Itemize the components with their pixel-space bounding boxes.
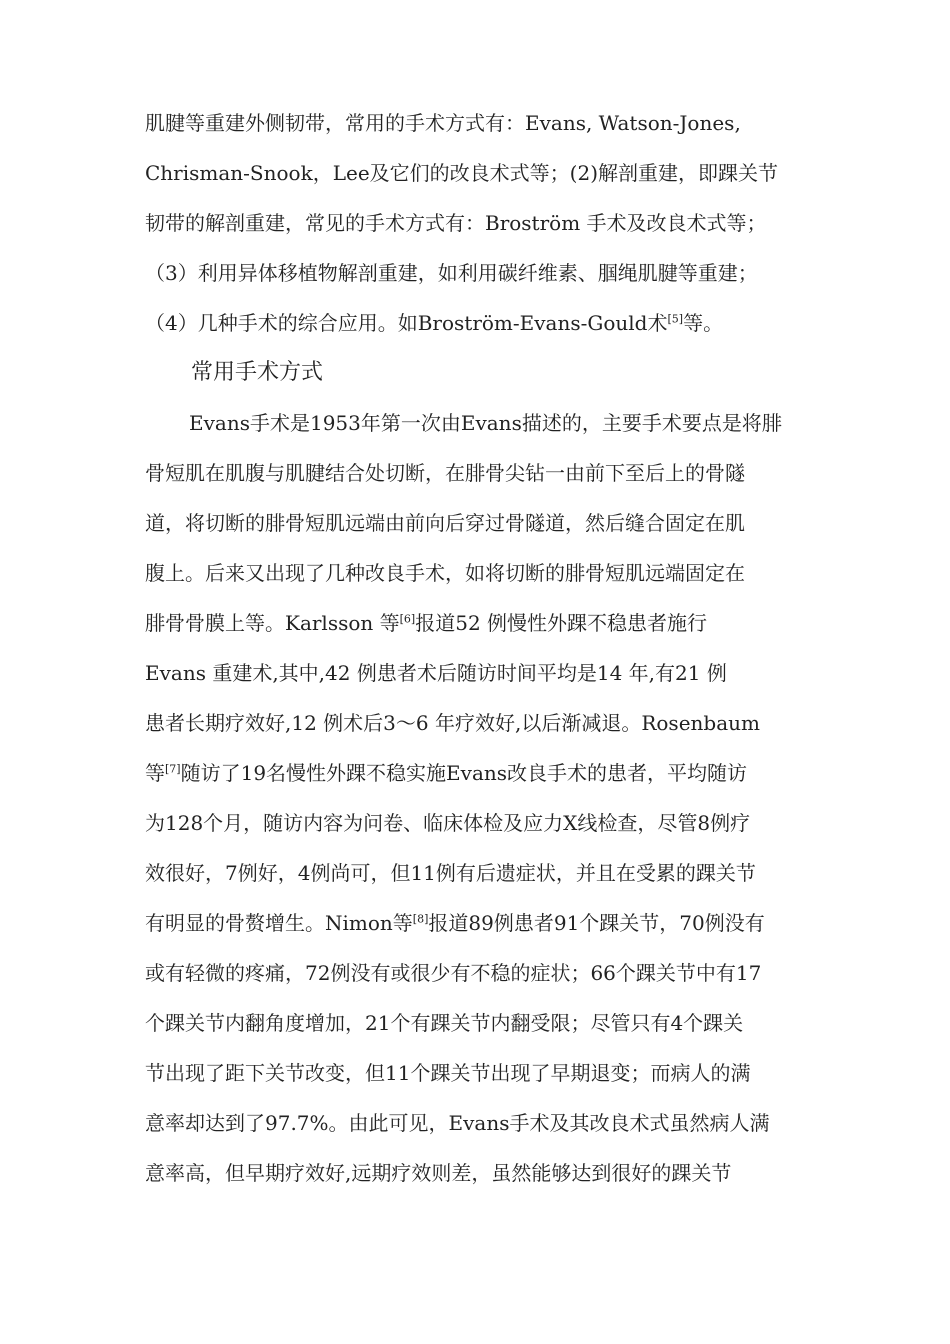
intro-line: （3）利用异体移植物解剖重建，如利用碳纤维素、腘绳肌腱等重建； [145,261,758,285]
body-line: 腹上。后来又出现了几种改良手术，如将切断的腓骨短肌远端固定在 [145,561,745,585]
body-line [145,598,817,648]
body-text: 等 [145,761,165,785]
body-line: 骨短肌在肌腹与肌腱结合处切断，在腓骨尖钻一由前下至后上的骨隧 [145,461,745,485]
body-text: 报道52 例慢性外踝不稳患者施行 [415,611,708,635]
body-line: 或有轻微的疼痛，72例没有或很少有不稳的症状；66个踝关节中有17 [145,961,762,985]
body-line: Evans手术是1953年第一次由Evans描述的，主要手术要点是将腓 [189,411,782,435]
intro-line [145,298,817,348]
citation-ref: [7] [165,762,181,776]
body-line: 个踝关节内翻角度增加，21个有踝关节内翻受限；尽管只有4个踝关 [145,1011,744,1035]
body-line: 意率却达到了97.7%。由此可见，Evans手术及其改良术式虽然病人满 [145,1111,770,1135]
body-text: 报道89例患者91个踝关节，70例没有 [428,911,765,935]
body-line: 意率高，但早期疗效好,远期疗效则差，虽然能够达到很好的踝关节 [145,1161,732,1185]
body-line: 患者长期疗效好,12 例术后3～6 年疗效好,以后渐减退。Rosenbaum [145,711,760,735]
body-text: 随访了19名慢性外踝不稳实施Evans改良手术的患者，平均随访 [180,761,748,785]
body-line [145,748,817,798]
body-line: 为128个月，随访内容为问卷、临床体检及应力X线检查，尽管8例疗 [145,811,751,835]
citation-ref: [8] [412,912,429,926]
citation-ref: [6] [399,612,416,626]
intro-text: 等。 [683,311,724,335]
intro-line: 肌腱等重建外侧韧带，常用的手术方式有：Evans, Watson-Jones, [145,111,741,135]
citation-ref: [5] [667,312,684,326]
body-text: 有明显的骨赘增生。Nimon等 [145,911,413,935]
section-heading: 常用手术方式 [191,360,324,385]
intro-line: 韧带的解剖重建，常见的手术方式有：Broström 手术及改良术式等； [145,211,767,235]
body-line: 节出现了距下关节改变，但11个踝关节出现了早期退变；而病人的满 [145,1061,751,1085]
document-text [145,98,817,1198]
body-line: Evans 重建术,其中,42 例患者术后随访时间平均是14 年,有21 例 [145,661,727,685]
body-line [145,898,817,948]
intro-text: （4）几种手术的综合应用。如Broström-Evans-Gould术 [145,311,668,335]
body-text: 腓骨骨膜上等。Karlsson 等 [145,611,400,635]
body-line: 效很好，7例好，4例尚可，但11例有后遗症状，并且在受累的踝关节 [145,861,756,885]
body-line: 道，将切断的腓骨短肌远端由前向后穿过骨隧道，然后缝合固定在肌 [145,511,745,535]
intro-line: Chrisman-Snook，Lee及它们的改良术式等；(2)解剖重建，即踝关节 [145,161,778,185]
